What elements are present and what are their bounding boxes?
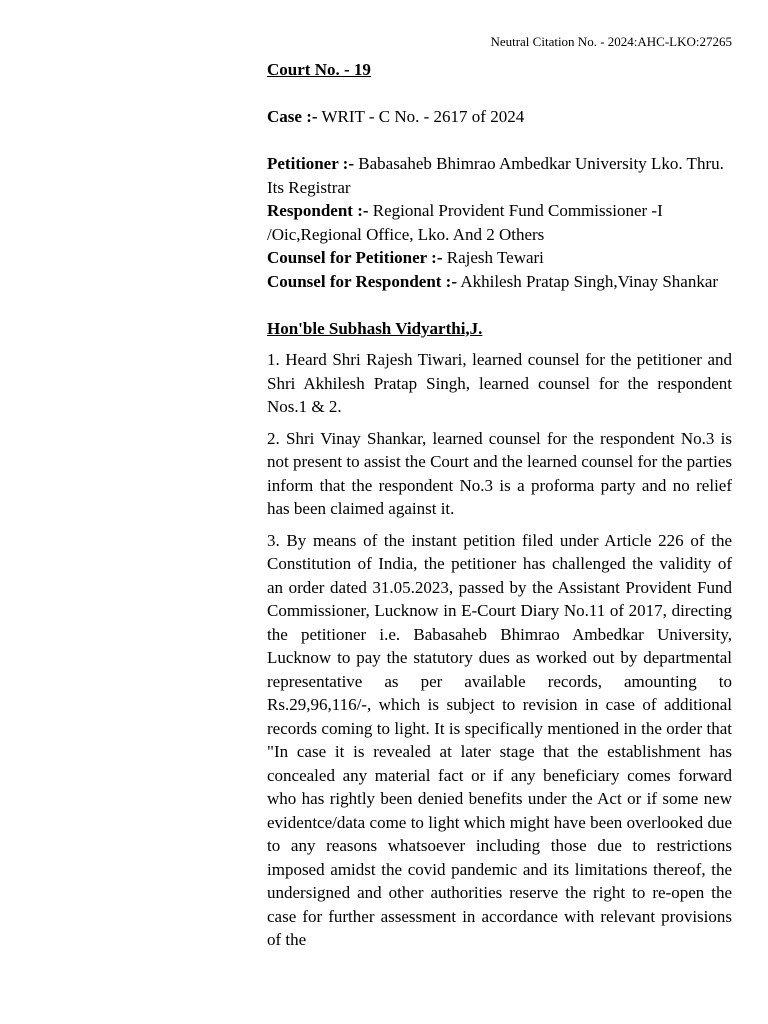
petitioner-line [267,152,732,199]
case-label: Case :- [267,107,318,126]
counsel-respondent-line [267,270,732,294]
petitioner-value: Babasaheb Bhimrao Ambedkar University Lko. Thru. Its Registrar [267,154,724,197]
case-value: WRIT - C No. - 2617 of 2024 [321,107,525,126]
respondent-value: Regional Provident Fund Commissioner -I /Oic,Regional Office, Lko. And 2 Others [267,201,663,244]
neutral-citation: Neutral Citation No. - 2024:AHC-LKO:27265 [490,34,732,49]
parties-block [267,152,732,293]
petitioner-label: Petitioner :- [267,154,355,173]
paragraph-1: 1. Heard Shri Rajesh Tiwari, learned counsel for the petitioner and Shri Akhilesh Pratap Singh, learned counsel for the respondent Nos.1 & 2. [267,350,732,416]
judgment-body [267,58,732,952]
respondent-label: Respondent :- [267,201,369,220]
counsel-respondent-value: Akhilesh Pratap Singh,Vinay Shankar [460,271,719,291]
counsel-petitioner-line [267,246,732,270]
court-number: Court No. - 19 [267,60,371,79]
paragraph-3: 3. By means of the instant petition filed under Article 226 of the Constitution of India, the petitioner has challenged the validity of an order dated 31.05.2023, passed by the Assistant Provident Fund Commissioner, Lucknow in E-Court Diary No.11 of 2017, directing the petitioner i.e. Babasaheb Bhimrao Ambedkar University, Lucknow to pay the statutory dues as worked out by departmental representative as per available records, amounting to Rs.29,96,116/-, which is subject to revision in case of additional records coming to light. It is specifically mentioned in the order that "In case it is revealed at later stage that the establishment has concealed any material fact or if any beneficiary comes forward who has rightly been denied benefits under the Act or if some new evidentce/data come to light which might have been overlooked due to any reasons whatsoever including those due to restrictions imposed amidst the covid pandemic and its limitations thereof, the undersigned and other authorities reserve the right to re-open the case for further assessment in accordance with relevant provisions of the [267,530,732,949]
counsel-petitioner-value: Rajesh Tewari [446,248,544,267]
counsel-petitioner-label: Counsel for Petitioner :- [267,248,443,267]
paragraph-2: 2. Shri Vinay Shankar, learned counsel for the respondent No.3 is not present to assist the Court and the learned counsel for the parties inform that the respondent No.3 is a proforma party and no relief has been claimed against it. [267,428,732,518]
judge-name: Hon'ble Subhash Vidyarthi,J. [267,318,483,338]
case-line [267,105,732,129]
respondent-line [267,199,732,246]
counsel-respondent-label: Counsel for Respondent :- [267,271,458,291]
